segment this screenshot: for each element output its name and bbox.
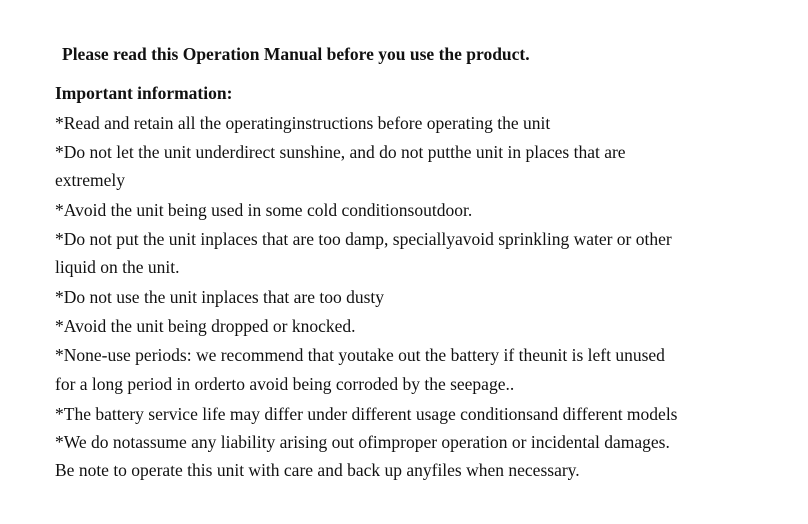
instruction-line-continued: for a long period in orderto avoid being corroded by the seepage.. [55,374,515,394]
instruction-line: *Do not use the unit inplaces that are too dusty [55,287,385,307]
instruction-line: *Avoid the unit being dropped or knocked. [55,316,356,336]
instruction-line: *Read and retain all the operatinginstructions before operating the unit [55,113,551,133]
instruction-line: *We do notassume any liability arising out ofimproper operation or incidental damages. [55,432,670,452]
instruction-line: *The battery service life may differ under different usage conditionsand different models [55,404,678,424]
section-heading: Important information: [55,83,233,103]
instruction-line: Be note to operate this unit with care and back up anyfiles when necessary. [55,460,580,480]
instruction-line: *Do not let the unit underdirect sunshine, and do not putthe unit in places that are [55,142,626,162]
instruction-line: *Do not put the unit inplaces that are too damp, speciallyavoid sprinkling water or other [55,229,672,249]
instruction-line: *None-use periods: we recommend that youtake out the battery if theunit is left unused [55,345,665,365]
instruction-line: *Avoid the unit being used in some cold conditionsoutdoor. [55,200,473,220]
document-title: Please read this Operation Manual before you use the product. [62,44,530,64]
instruction-line-continued: extremely [55,170,125,190]
instruction-line-continued: liquid on the unit. [55,257,180,277]
